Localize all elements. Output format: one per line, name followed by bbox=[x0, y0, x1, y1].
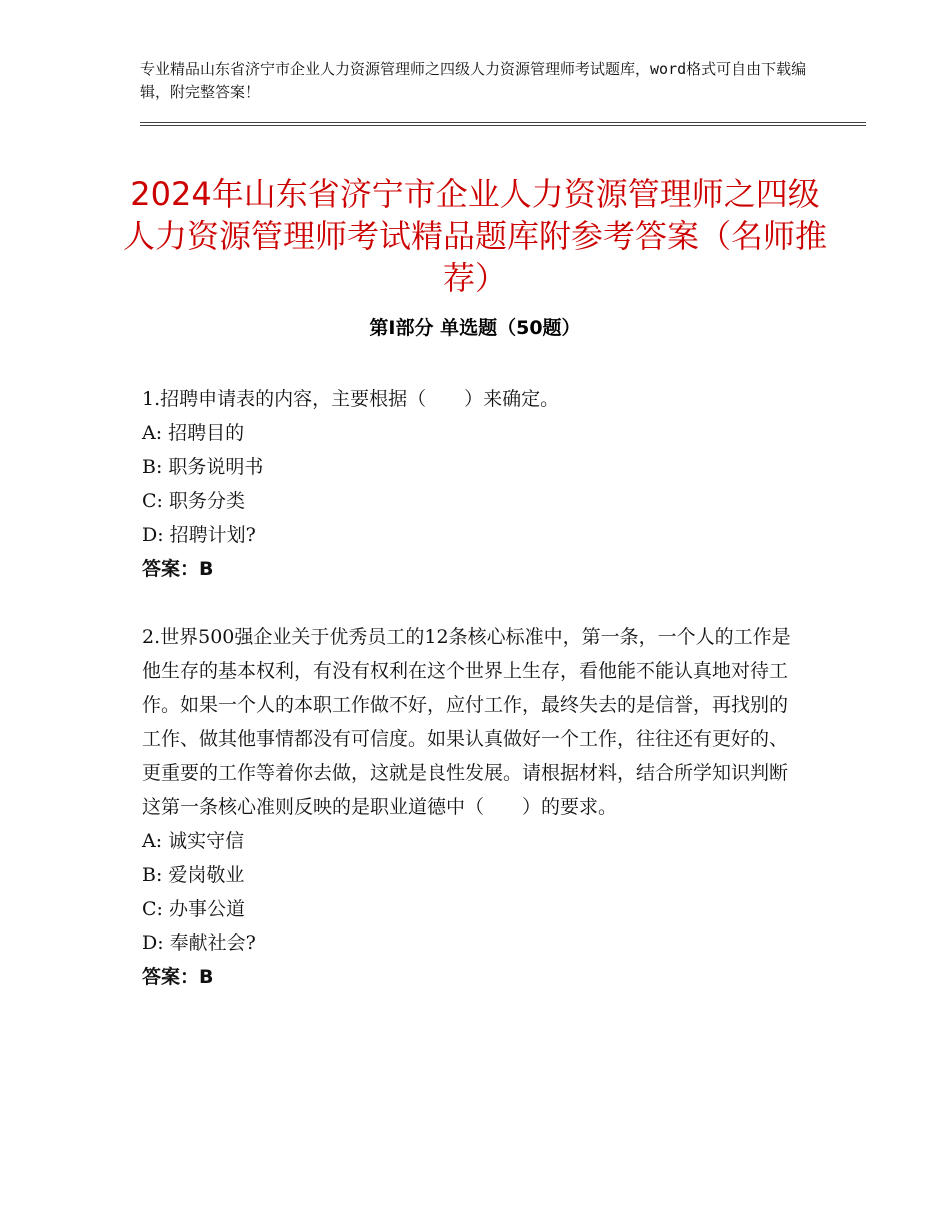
question-2 bbox=[142, 620, 802, 994]
answer-line: 答案：B bbox=[142, 966, 214, 988]
section-heading: 第Ⅰ部分 单选题（50题） bbox=[369, 317, 581, 339]
option-b: B: 爱岗敬业 bbox=[142, 864, 245, 886]
option-c: C: 办事公道 bbox=[142, 898, 245, 920]
option-d: D: 招聘计划? bbox=[142, 524, 256, 546]
question-1 bbox=[142, 382, 802, 586]
answer-line: 答案：B bbox=[142, 558, 214, 580]
document-title: 2024年山东省济宁市企业人力资源管理师之四级人力资源管理师考试精品题库附参考答案（名师推荐） bbox=[122, 175, 827, 298]
option-b: B: 职务说明书 bbox=[142, 456, 264, 478]
option-a: A: 招聘目的 bbox=[142, 422, 245, 444]
header-divider-line-secondary bbox=[140, 125, 866, 126]
option-c: C: 职务分类 bbox=[142, 490, 245, 512]
option-d: D: 奉献社会? bbox=[142, 932, 256, 954]
header-divider-line bbox=[140, 122, 866, 123]
question-stem: 2.世界500强企业关于优秀员工的12条核心标准中，第一条，一个人的工作是他生存的基本权利，有没有权利在这个世界上生存，看他能不能认真地对待工作。如果一个人的本职工作做不好，应付工作，最终失去的是信誉，再找别的工作、做其他事情都没有可信度。如果认真做好一个工作，往往还有更好的、更重要的工作等着你去做，这就是良性发展。请根据材料，结合所学知识判断这第一条核心准则反映的是职业道德中（ ）的要求。 bbox=[142, 626, 791, 818]
question-stem: 1.招聘申请表的内容，主要根据（ ）来确定。 bbox=[142, 388, 560, 410]
option-a: A: 诚实守信 bbox=[142, 830, 245, 852]
header-note: 专业精品山东省济宁市企业人力资源管理师之四级人力资源管理师考试题库，word格式可自由下载编辑，附完整答案！ bbox=[140, 60, 807, 101]
